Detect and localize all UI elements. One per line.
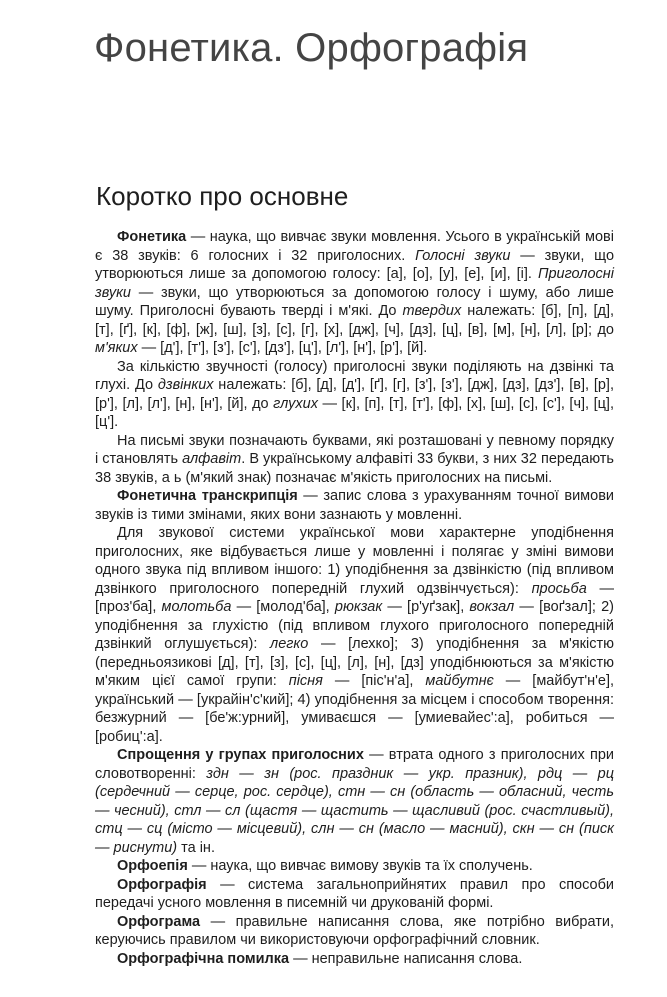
term: Орфограма: [117, 913, 201, 930]
text-run: — звуки, що утворюються за допомогою голосу і шуму, або лише шуму. Приголосні бувають тверді і м'які. До: [95, 284, 614, 319]
emphasis: Голосні звуки: [415, 247, 511, 264]
text-run: За кількістю звучності (голосу) приголосні звуки поділяють на дзвінкі та глухі. До: [95, 358, 614, 393]
text-run: — запис слова з урахуванням точної вимови звуків із тими змінами, яких вони зазнають у мовленні.: [95, 488, 614, 523]
text-run: — наука, що вивчає звуки мовлення. Усього в українській мові є 38 звуків: 6 голосних і 32 приголосних.: [95, 229, 614, 264]
emphasis: майбутнє: [425, 673, 494, 689]
emphasis: м'яких: [95, 340, 138, 356]
text-run: — [майбут'н'е], український — [украйін'с'кий]; 4) уподібнення за місцем і способом творення: безжурний — [бе'ж:урний], умиваєшся — [умиевайес':а], робиться — [робиц':а].: [95, 673, 614, 745]
text-run: — система загальноприйнятих правил про способи передачі усного мовлення в писемній чи друкованій формі.: [95, 876, 614, 911]
term: Орфоепія: [117, 858, 188, 874]
emphasis: пісня: [288, 673, 323, 689]
paragraph: [95, 913, 614, 950]
body-text: [95, 228, 614, 968]
text-run: — [молод'ба],: [231, 599, 335, 615]
text-run: — [к], [п], [т], [т'], [ф], [х], [ш], [с], [с'], [ч], [ц], [ц'].: [95, 395, 614, 430]
text-run: належать: [б], [п], [д], [т], [ґ], [к], [ф], [ж], [ш], [з], [с], [г], [х], [дж], [ч], [дз], [ц], [в], [м], [н], [л], [р]; до: [95, 303, 614, 338]
text-run: та ін.: [177, 839, 215, 856]
text-run: — [д'], [т'], [з'], [с'], [дз'], [ц'], [л'], [н'], [р'], [й].: [137, 340, 428, 356]
paragraph: [95, 746, 614, 857]
text-run: — [воґзал]; 2) уподібнення за глухістю (під впливом глухого приголосного попередній дзвінкий оглушується):: [95, 599, 614, 652]
emphasis: глухих: [273, 395, 318, 412]
paragraph: [95, 857, 614, 876]
text-run: Для звукової системи української мови характерне уподібнення приголосних, яке відбувається лише у мовленні і полягає у зміні вимови одного звука під впливом іншого: 1) уподібнення за дзвінкістю (під впливом дзвінкого приголосного попередній глухий одзвінчується):: [95, 525, 614, 597]
emphasis: просьба: [531, 580, 587, 597]
term: Орфографічна помилка: [117, 950, 290, 967]
text-run: належать: [б], [д], [д'], [ґ], [г], [з'], [з'], [дж], [дз], [дз'], [в], [р], [р'], [л], [л'], [н], [н'], [й], до: [95, 377, 614, 412]
text-run: — звуки, що утворюються лише за допомогою голосу: [а], [о], [у], [е], [и], [і].: [95, 247, 615, 282]
paragraph: [95, 876, 614, 913]
text-run: — [піс'н'а],: [322, 673, 426, 689]
section-title: Коротко про основне: [96, 181, 349, 211]
emphasis: алфавіт: [182, 451, 242, 467]
paragraph: [95, 432, 614, 488]
paragraph: [95, 524, 614, 746]
paragraph: [95, 487, 614, 524]
emphasis: здн — зн (рос. праздник — укр. празник), рдц — рц (сердечний — серце, рос. сердце), стн — сн (область — обласний, честь — чесний), стл — сл (щастя — щастить — щасливий (рос. счастливый), стц — сц (місто — місцевий), слн — сн (масло — масний), скн — сн (писк — риснути): [95, 765, 614, 856]
paragraph: [95, 358, 614, 432]
emphasis: Приголосні звуки: [95, 266, 614, 301]
text-run: — правильне написання слова, яке потрібно вибрати, керуючись правилом чи використовуючи орфографічний словник.: [95, 913, 614, 948]
text-run: . В українському алфавіті 33 букви, з них 32 передають 38 звуків, а ь (м'який знак) позначає м'якість приголосних на письмі.: [95, 451, 614, 486]
chapter-title: Фонетика. Орфографія: [94, 26, 529, 70]
text-run: — [проз'ба],: [95, 580, 614, 615]
text-run: На письмі звуки позначають буквами, які розташовані у певному порядку і становлять: [95, 432, 614, 467]
text-run: — наука, що вивчає вимову звуків та їх сполучень.: [187, 858, 533, 874]
text-run: — [лехко]; 3) уподібнення за м'якістю (передньоязикові [д], [т], [з], [с], [ц], [л], [н], [дз] уподібнюються за м'якістю м'яким цієї самої групи:: [95, 636, 614, 689]
text-run: — втрата одного з приголосних при словотворенні:: [95, 747, 614, 782]
emphasis: легко: [270, 636, 309, 652]
term: Спрощення у групах приголосних: [117, 747, 364, 763]
paragraph: [95, 228, 614, 358]
text-run: — [р'уґзак],: [382, 599, 470, 615]
term: Фонетична транскрипція: [117, 488, 298, 504]
emphasis: дзвінких: [157, 377, 214, 393]
emphasis: вокзал: [469, 599, 515, 615]
emphasis: молотьба: [161, 599, 232, 615]
emphasis: твердих: [402, 303, 462, 319]
term: Орфографія: [117, 876, 207, 893]
text-run: — неправильне написання слова.: [289, 950, 523, 967]
paragraph: [95, 950, 614, 969]
term: Фонетика: [117, 229, 187, 245]
emphasis: рюкзак: [334, 599, 383, 615]
